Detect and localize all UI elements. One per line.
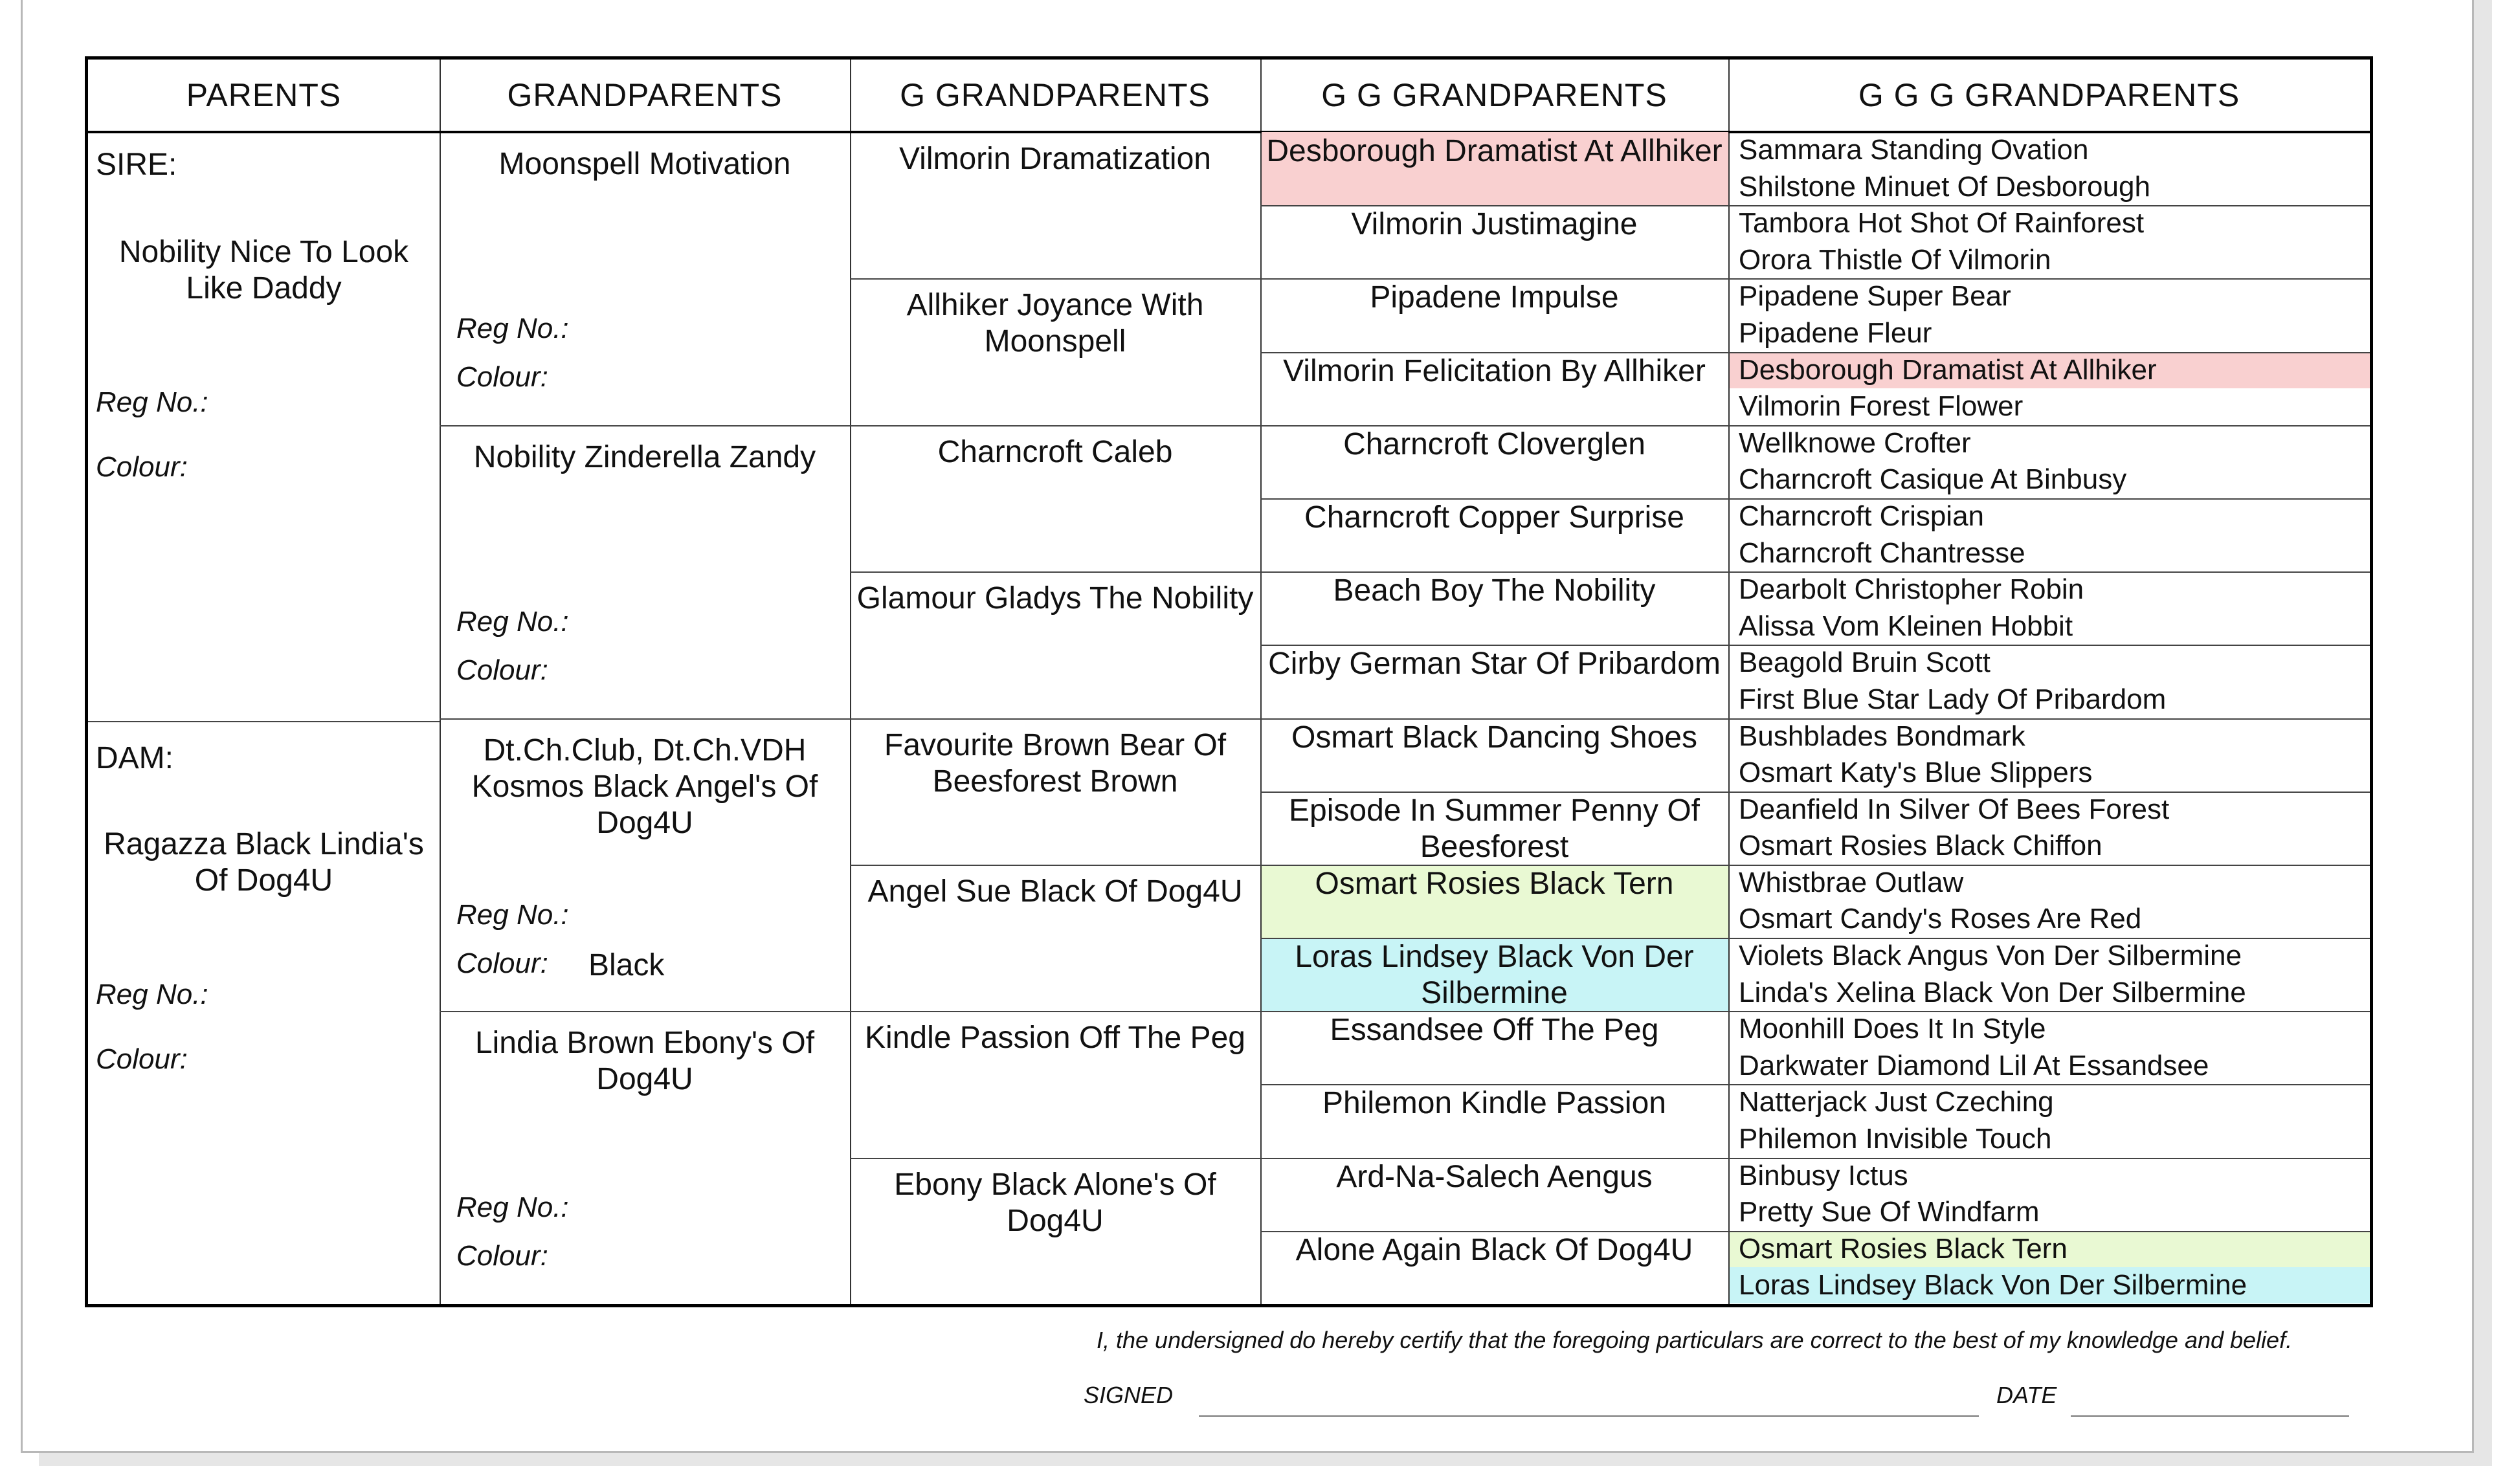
row-divider — [1728, 498, 2370, 500]
row-divider — [440, 1011, 850, 1012]
ggg-grandparent-name: Tambora Hot Shot Of Rainforest — [1739, 207, 2145, 239]
row-divider — [1728, 792, 2370, 793]
row-divider — [1260, 278, 1728, 280]
ggg-grandparent-name: Dearbolt Christopher Robin — [1739, 573, 2084, 606]
grandparent-colour-label: Colour: — [456, 654, 548, 686]
gg-grandparent-name: Cirby German Star Of Pribardom — [1268, 647, 1721, 681]
header-ggg-grandparents: G G G GRANDPARENTS — [1858, 77, 2240, 113]
g-grandparent-name: Kindle Passion Off The Peg — [865, 1021, 1245, 1056]
sire-colour-label: Colour: — [96, 451, 188, 483]
sire-label: SIRE: — [96, 148, 177, 182]
row-divider — [1260, 645, 1728, 646]
sire-reg-label: Reg No.: — [96, 386, 208, 418]
row-divider — [850, 718, 1260, 720]
row-divider — [440, 718, 850, 720]
row-divider — [1260, 571, 1728, 573]
gg-grandparent-name: Philemon Kindle Passion — [1322, 1086, 1666, 1121]
grandparent-colour-label: Colour: — [456, 947, 548, 979]
grandparent-name: Dt.Ch.Club, Dt.Ch.VDH Kosmos Black Angel's Of Dog4U — [471, 733, 818, 840]
g-grandparent-name: Charncroft Caleb — [937, 434, 1173, 469]
row-divider — [1260, 1011, 1728, 1012]
ggg-grandparent-name: Sammara Standing Ovation — [1739, 134, 2089, 166]
ggg-grandparent-name: Beagold Bruin Scott — [1739, 647, 1990, 679]
row-divider — [850, 1158, 1260, 1159]
row-divider — [1260, 425, 1728, 426]
g-grandparent-name: Angel Sue Black Of Dog4U — [867, 874, 1243, 909]
row-divider — [850, 1011, 1260, 1012]
row-divider — [1260, 718, 1728, 720]
row-divider — [1260, 792, 1728, 793]
dam-colour-label: Colour: — [96, 1043, 188, 1075]
gg-grandparent-name: Charncroft Copper Surprise — [1304, 500, 1684, 535]
ggg-grandparent-name: Wellknowe Crofter — [1739, 426, 1971, 459]
ggg-grandparent-name: Pipadene Fleur — [1739, 316, 1932, 349]
ggg-grandparent-name: Osmart Candy's Roses Are Red — [1739, 903, 2142, 935]
ggg-grandparent-name: Loras Lindsey Black Von Der Silbermine — [1730, 1267, 2370, 1303]
date-line[interactable] — [2071, 1415, 2349, 1417]
grandparent-name: Nobility Zinderella Zandy — [473, 439, 816, 474]
gg-grandparent-name: Desborough Dramatist At Allhiker — [1266, 134, 1723, 168]
row-divider — [1260, 1158, 1728, 1159]
ggg-grandparent-name: Orora Thistle Of Vilmorin — [1739, 243, 2051, 276]
ggg-grandparent-name: Pipadene Super Bear — [1739, 280, 2011, 313]
row-divider — [440, 425, 850, 426]
header-grandparents: GRANDPARENTS — [507, 77, 783, 113]
gg-grandparent-name: Ard-Na-Salech Aengus — [1336, 1159, 1653, 1194]
column-divider — [850, 60, 851, 1304]
grandparent-name: Moonspell Motivation — [498, 147, 791, 181]
ggg-grandparent-name: Alissa Vom Kleinen Hobbit — [1739, 610, 2073, 642]
row-divider — [1728, 1158, 2370, 1159]
ggg-grandparent-name: Desborough Dramatist At Allhiker — [1730, 352, 2370, 388]
grandparent-reg-label: Reg No.: — [456, 1191, 569, 1224]
g-grandparent-name: Vilmorin Dramatization — [899, 142, 1211, 176]
ggg-grandparent-name: Vilmorin Forest Flower — [1739, 390, 2024, 423]
ggg-grandparent-name: Osmart Rosies Black Tern — [1730, 1231, 2370, 1267]
row-divider — [1728, 571, 2370, 573]
grandparent-reg-label: Reg No.: — [456, 605, 569, 637]
row-divider — [1728, 938, 2370, 939]
row-divider — [1728, 352, 2370, 353]
row-divider — [1728, 1084, 2370, 1085]
date-label: DATE — [1996, 1382, 2057, 1408]
signed-label: SIGNED — [1084, 1382, 1174, 1408]
certification-statement: I, the undersigned do hereby certify that the foregoing particulars are correct to the best of my knowledge and belief. — [1097, 1327, 2293, 1353]
ggg-grandparent-name: Whistbrae Outlaw — [1739, 866, 1964, 898]
row-divider — [1260, 938, 1728, 939]
row-divider — [1260, 1084, 1728, 1085]
g-grandparent-name: Ebony Black Alone's Of Dog4U — [894, 1167, 1216, 1238]
gg-grandparent-name: Alone Again Black Of Dog4U — [1295, 1232, 1693, 1267]
ggg-grandparent-name: First Blue Star Lady Of Pribardom — [1739, 683, 2167, 715]
grandparent-colour-value: Black — [588, 947, 665, 982]
sire-dam-divider — [88, 721, 440, 722]
ggg-grandparent-name: Osmart Katy's Blue Slippers — [1739, 757, 2093, 789]
gg-grandparent-name: Osmart Black Dancing Shoes — [1291, 720, 1697, 755]
header-gg-grandparents: G G GRANDPARENTS — [1321, 77, 1667, 113]
ggg-grandparent-name: Charncroft Chantresse — [1739, 537, 2025, 569]
row-divider — [1728, 645, 2370, 646]
row-divider — [1728, 1011, 2370, 1012]
row-divider — [1728, 278, 2370, 280]
g-grandparent-name: Allhiker Joyance With Moonspell — [906, 288, 1204, 359]
gg-grandparent-name: Charncroft Cloverglen — [1343, 426, 1645, 461]
grandparent-reg-label: Reg No.: — [456, 313, 569, 344]
ggg-grandparent-name: Pretty Sue Of Windfarm — [1739, 1196, 2040, 1228]
ggg-grandparent-name: Bushblades Bondmark — [1739, 720, 2025, 752]
ggg-grandparent-name: Osmart Rosies Black Chiffon — [1739, 830, 2102, 862]
grandparent-colour-label: Colour: — [456, 361, 548, 393]
row-divider — [850, 865, 1260, 866]
gg-grandparent-name: Pipadene Impulse — [1370, 280, 1619, 315]
sire-name: Nobility Nice To Look Like Daddy — [118, 235, 409, 305]
gg-grandparent-name: Episode In Summer Penny Of Beesforest — [1289, 793, 1700, 864]
ggg-grandparent-name: Philemon Invisible Touch — [1739, 1123, 2052, 1155]
ggg-grandparent-name: Violets Black Angus Von Der Silbermine — [1739, 940, 2242, 972]
row-divider — [1728, 205, 2370, 206]
ggg-grandparent-name: Linda's Xelina Black Von Der Silbermine — [1739, 976, 2246, 1008]
grandparent-colour-label: Colour: — [456, 1240, 548, 1272]
row-divider — [1260, 205, 1728, 206]
g-grandparent-name: Glamour Gladys The Nobility — [856, 581, 1254, 616]
signature-line[interactable] — [1199, 1415, 1979, 1417]
row-divider — [1728, 1231, 2370, 1232]
grandparent-name: Lindia Brown Ebony's Of Dog4U — [474, 1026, 815, 1097]
ggg-grandparent-name: Charncroft Crispian — [1739, 500, 1985, 532]
row-divider — [1260, 865, 1728, 866]
ggg-grandparent-name: Darkwater Diamond Lil At Essandsee — [1739, 1049, 2209, 1081]
row-divider — [1260, 1231, 1728, 1232]
ggg-grandparent-name: Binbusy Ictus — [1739, 1159, 1908, 1191]
ggg-grandparent-name: Deanfield In Silver Of Bees Forest — [1739, 793, 2170, 825]
header-parents: PARENTS — [186, 77, 342, 113]
ggg-grandparent-name: Shilstone Minuet Of Desborough — [1739, 170, 2150, 203]
gg-grandparent-name: Loras Lindsey Black Von Der Silbermine — [1295, 940, 1694, 1011]
row-divider — [1260, 352, 1728, 353]
row-divider — [850, 425, 1260, 426]
ggg-grandparent-name: Moonhill Does It In Style — [1739, 1013, 2046, 1045]
gg-grandparent-name: Beach Boy The Nobility — [1333, 573, 1656, 608]
row-divider — [850, 278, 1260, 280]
ggg-grandparent-name: Natterjack Just Czeching — [1739, 1086, 2054, 1118]
row-divider — [850, 571, 1260, 573]
gg-grandparent-name: Essandsee Off The Peg — [1330, 1013, 1659, 1048]
g-grandparent-name: Favourite Brown Bear Of Beesforest Brown — [884, 727, 1227, 799]
row-divider — [1728, 865, 2370, 866]
row-divider — [1728, 425, 2370, 426]
dam-reg-label: Reg No.: — [96, 979, 208, 1010]
column-divider — [440, 60, 441, 1304]
dam-name: Ragazza Black Lindia's Of Dog4U — [104, 827, 424, 898]
gg-grandparent-name: Vilmorin Felicitation By Allhiker — [1283, 353, 1706, 388]
dam-label: DAM: — [96, 741, 173, 775]
header-g-grandparents: G GRANDPARENTS — [900, 77, 1210, 113]
grandparent-reg-label: Reg No.: — [456, 898, 569, 931]
gg-grandparent-name: Vilmorin Justimagine — [1351, 207, 1638, 242]
row-divider — [1260, 498, 1728, 500]
pedigree-table — [85, 56, 2373, 1307]
ggg-grandparent-name: Charncroft Casique At Binbusy — [1739, 463, 2127, 496]
row-divider — [1728, 718, 2370, 720]
gg-grandparent-name: Osmart Rosies Black Tern — [1315, 866, 1674, 901]
